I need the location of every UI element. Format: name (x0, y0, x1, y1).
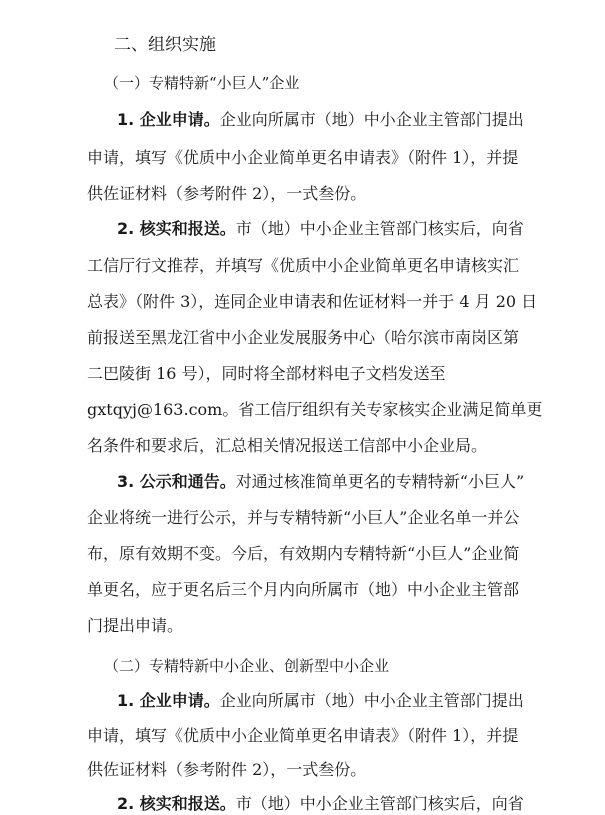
part1-item3-lead: 3. 公示和通告。 (117, 472, 236, 491)
part1-item2-line: 前报送至黑龙江省中小企业发展服务中心（哈尔滨市南岗区第 (87, 328, 520, 347)
part1-item3-text: 对通过核准简单更名的专精特新“小巨人” (235, 472, 525, 491)
part2-item1-line: 供佐证材料（参考附件 2），一式叁份。 (87, 760, 367, 779)
part2-item2-lead: 2. 核实和报送。 (117, 794, 236, 813)
part2-item1-lead: 1. 企业申请。 (117, 691, 220, 710)
section-title: 二、组织实施 (114, 35, 216, 55)
part1-item2-line: 工信厅行文推荐，并填写《优质中小企业简单更名申请核实汇 (87, 256, 520, 275)
part1-item3-line: 单更名，应于更名后三个月内向所属市（地）中小企业主管部 (87, 580, 520, 599)
part2-item1-text: 企业向所属市（地）中小企业主管部门提出 (219, 691, 524, 710)
part1-item2-line: 总表》（附件 3），连同企业申请表和佐证材料一并于 4 月 20 日 (87, 292, 538, 311)
part1-item3-first-line (0, 471, 605, 493)
part2-heading: （二）专精特新中小企业、创新型中小企业 (104, 657, 390, 675)
part1-item1-lead: 1. 企业申请。 (117, 110, 220, 129)
part2-item1-line: 申请，填写《优质中小企业简单更名申请表》（附件 1），并提 (87, 726, 519, 745)
part1-heading: （一）专精特新“小巨人”企业 (104, 74, 300, 92)
part1-item1-text: 企业向所属市（地）中小企业主管部门提出 (219, 110, 524, 129)
part1-item2-lead: 2. 核实和报送。 (117, 219, 236, 238)
part1-item1-line: 申请，填写《优质中小企业简单更名申请表》（附件 1），并提 (87, 148, 519, 167)
part1-item2-text: 市（地）中小企业主管部门核实后，向省 (235, 219, 524, 238)
part1-item2-line: 名条件和要求后，汇总相关情况报送工信部中小企业局。 (87, 436, 488, 455)
part1-item1-first-line (0, 109, 605, 131)
part1-item3-line: 门提出申请。 (87, 616, 184, 635)
part2-item2-text: 市（地）中小企业主管部门核实后，向省 (235, 794, 524, 813)
part1-item2-line: 二巴陵街 16 号），同时将全部材料电子文档发送至 (87, 364, 446, 383)
part1-item2-line: gxtqyj@163.com。省工信厅组织有关专家核实企业满足简单更 (87, 400, 543, 419)
part1-item2-first-line (0, 218, 605, 240)
part2-item1-first-line (0, 690, 605, 712)
part1-item3-line: 企业将统一进行公示，并与专精特新“小巨人”企业名单一并公 (87, 508, 520, 527)
part1-item3-line: 布，原有效期不变。今后，有效期内专精特新“小巨人”企业简 (87, 544, 520, 563)
part2-item2-first-line (0, 793, 605, 815)
part1-item1-line: 供佐证材料（参考附件 2），一式叁份。 (87, 184, 367, 203)
